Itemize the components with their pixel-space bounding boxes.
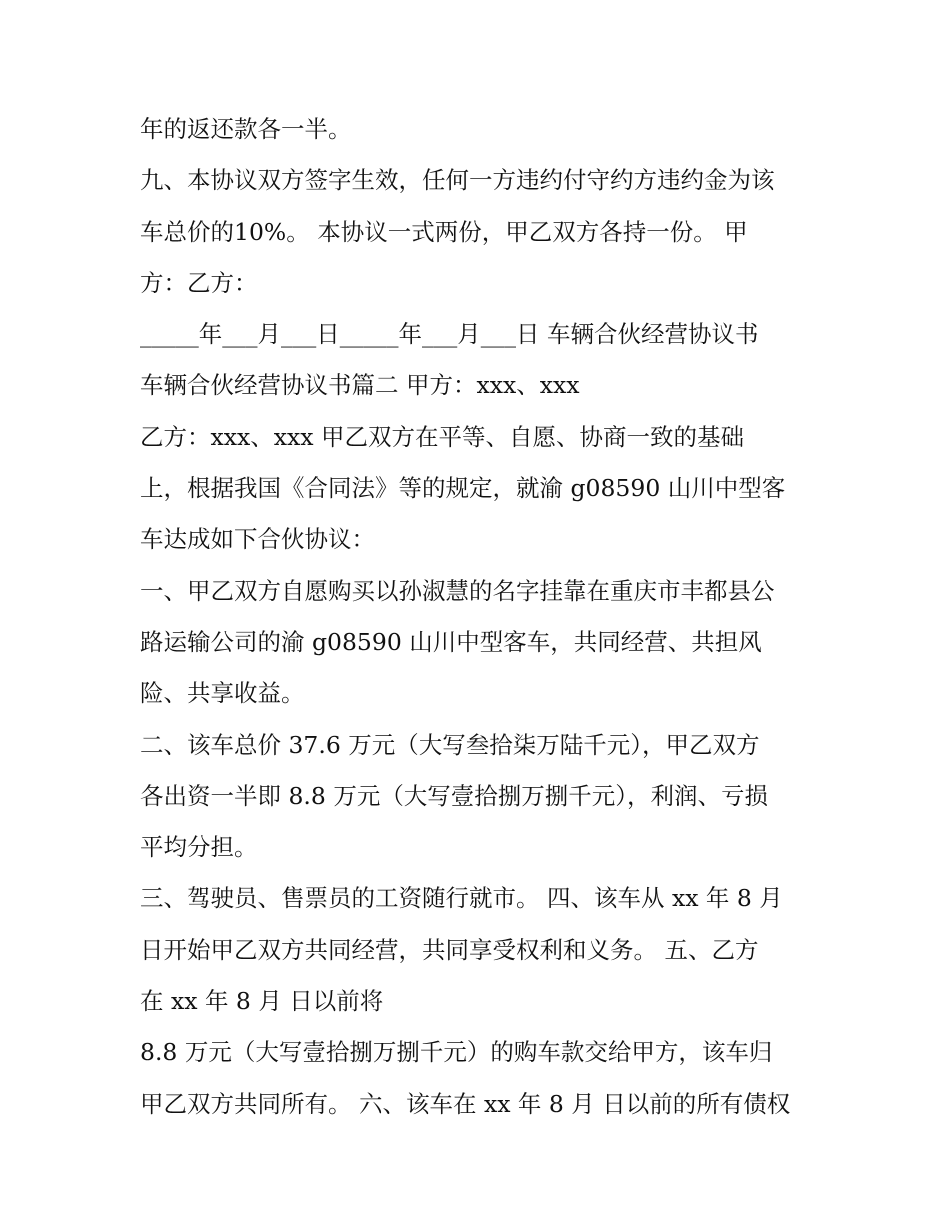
text-line: 一、甲乙双方自愿购买以孙淑慧的名字挂靠在重庆市丰都县公	[140, 576, 775, 605]
text-line: 8.8 万元（大写壹拾捌万捌千元）的购车款交给甲方，该车归	[140, 1038, 773, 1067]
text-line: 车辆合伙经营协议书篇二 甲方：xxx、xxx	[140, 371, 580, 400]
text-line: 在 xx 年 8 月 日以前将	[140, 987, 384, 1016]
text-line: 年的返还款各一半。	[140, 115, 352, 143]
text-line: 方：乙方：	[140, 268, 258, 297]
text-line: 各出资一半即 8.8 万元（大写壹拾捌万捌千元），利润、亏损	[140, 781, 769, 810]
text-line: 甲乙双方共同所有。 六、该车在 xx 年 8 月 日以前的所有债权	[140, 1089, 791, 1118]
text-line: 日开始甲乙双方共同经营，共同享受权利和义务。 五、乙方	[140, 935, 759, 964]
text-line: 上，根据我国《合同法》等的规定，就渝 g08590 山川中型客	[140, 474, 786, 503]
text-line: 路运输公司的渝 g08590 山川中型客车，共同经营、共担风	[140, 627, 762, 656]
text-line: 平均分担。	[140, 833, 258, 862]
document-body	[140, 104, 820, 1130]
text-line: 险、共享收益。	[140, 679, 305, 708]
text-line: _____年___月___日_____年___月___日 车辆合伙经营协议书	[140, 320, 759, 349]
text-line: 九、本协议双方签字生效，任何一方违约付守约方违约金为该	[140, 166, 775, 195]
text-line: 三、驾驶员、售票员的工资随行就市。 四、该车从 xx 年 8 月	[140, 884, 783, 913]
text-line: 乙方：xxx、xxx 甲乙双方在平等、自愿、协商一致的基础	[140, 422, 744, 451]
text-line: 车总价的10%。 本协议一式两份，甲乙双方各持一份。 甲	[140, 217, 748, 246]
text-line: 二、该车总价 37.6 万元（大写叁拾柒万陆千元），甲乙双方	[140, 730, 760, 759]
text-line: 车达成如下合伙协议：	[140, 525, 375, 554]
